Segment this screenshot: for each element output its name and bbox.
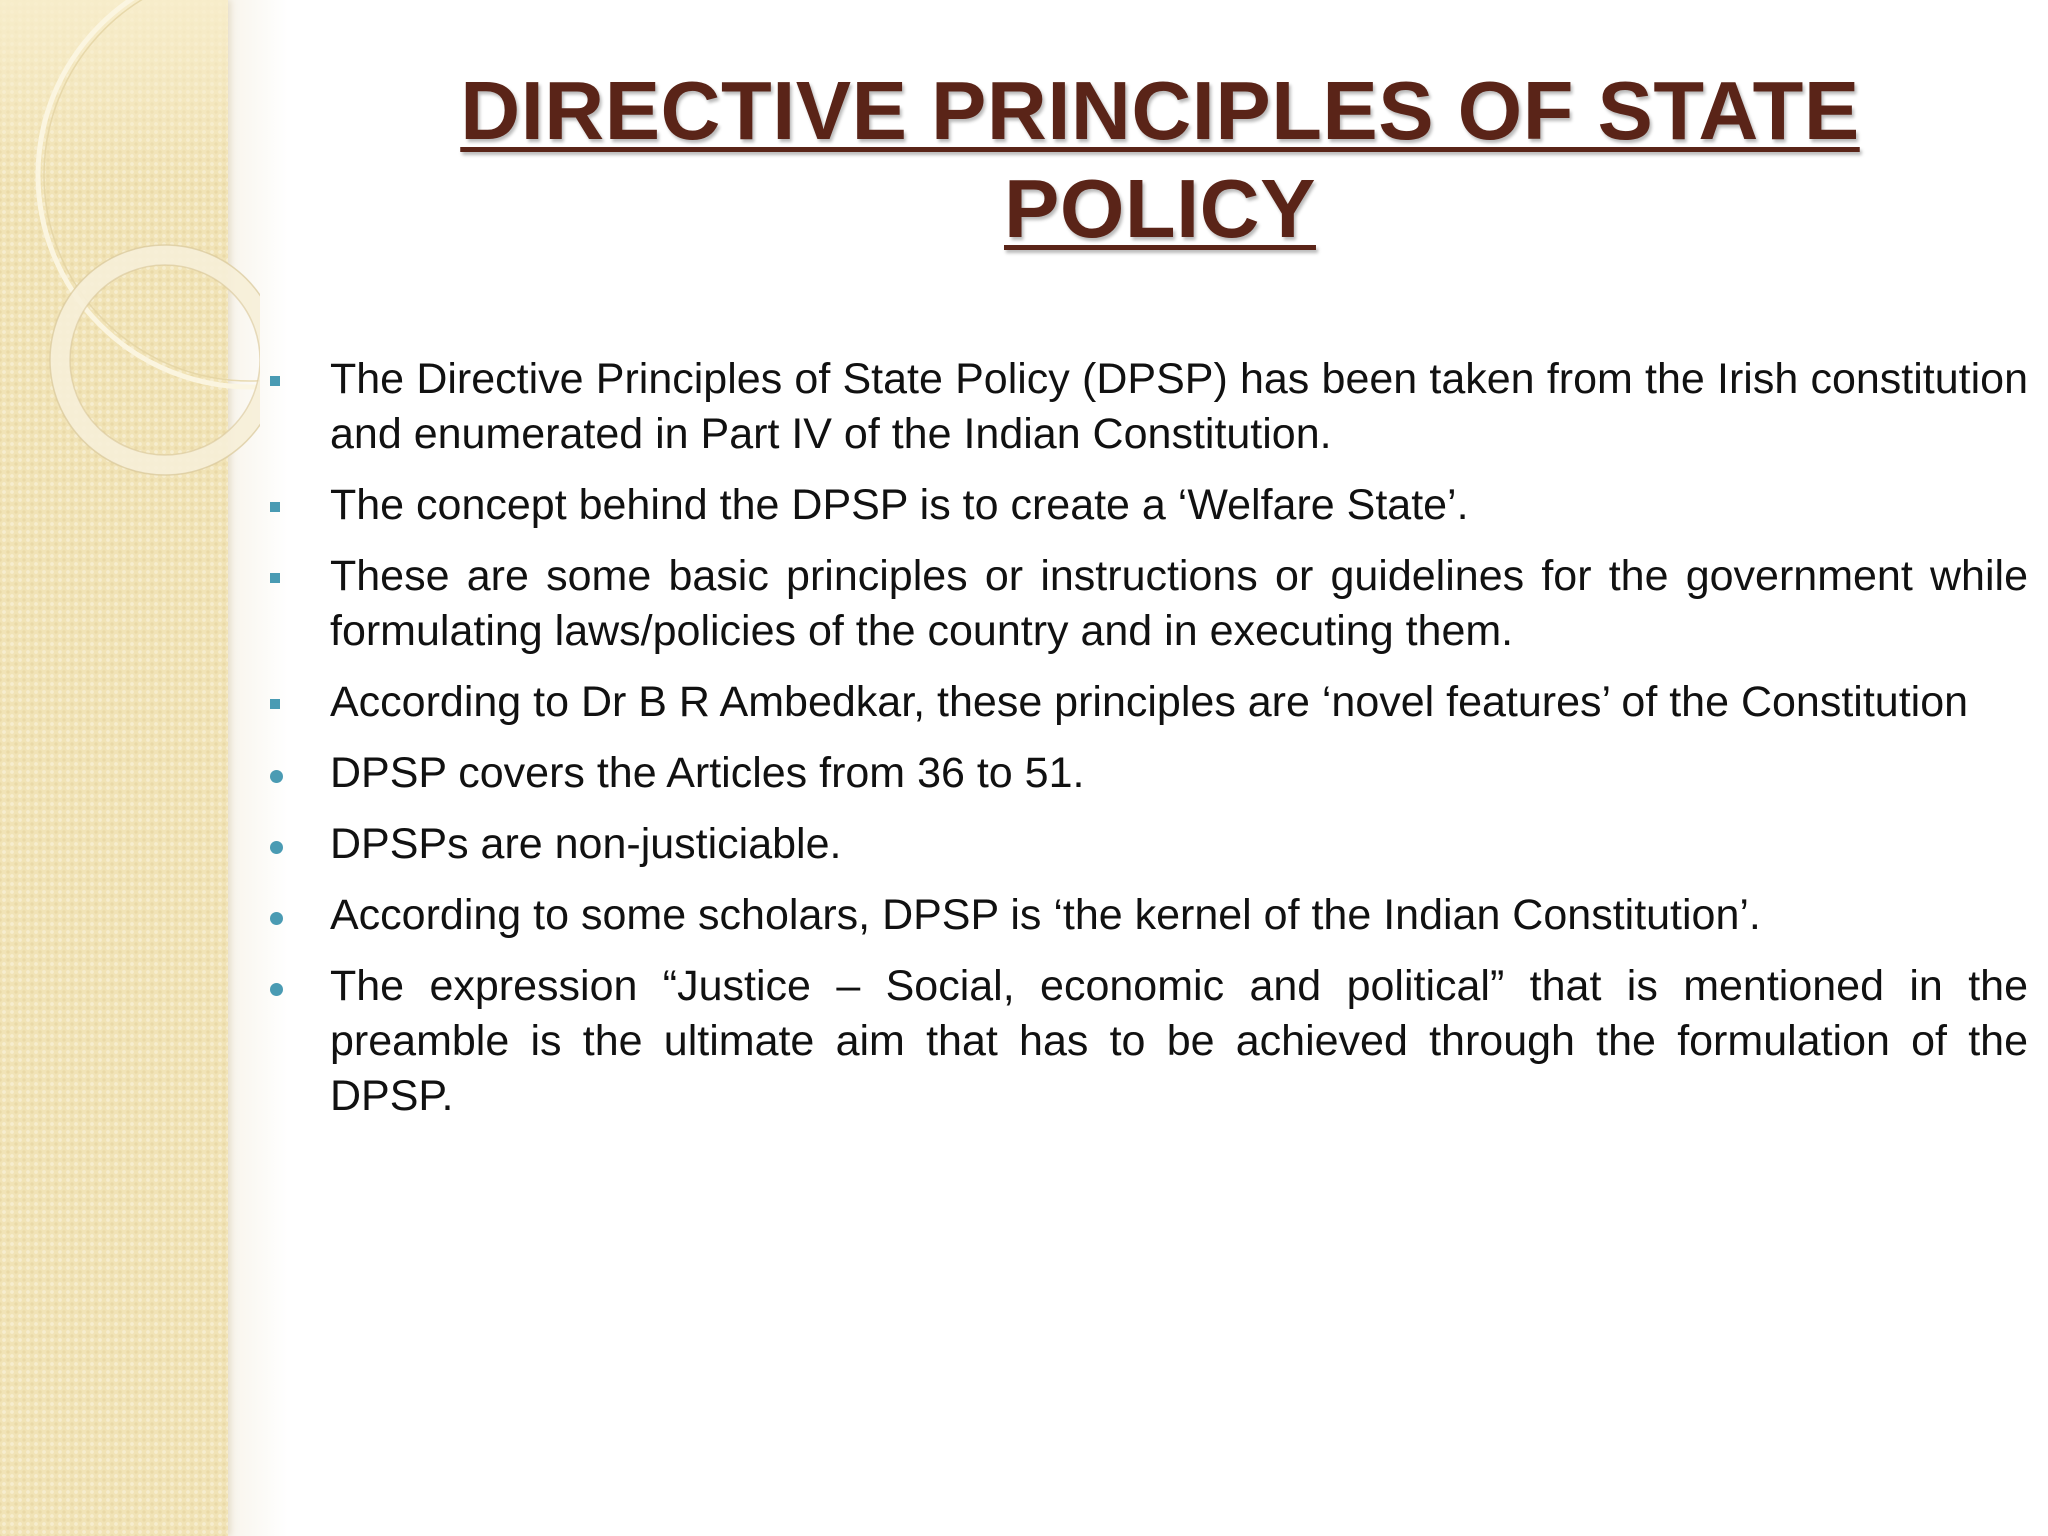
small-ring-inner-edge bbox=[70, 265, 260, 455]
bullet-marker-square bbox=[270, 376, 280, 386]
bullet-item bbox=[260, 888, 2028, 943]
bullet-text: These are some basic principles or instructions or guidelines for the government while formulating laws/policies of the country and in executing them. bbox=[330, 552, 2028, 655]
bullet-marker-square bbox=[270, 502, 280, 512]
bullet-marker-dot bbox=[270, 841, 283, 854]
bullet-text: The concept behind the DPSP is to create a ‘Welfare State’. bbox=[330, 481, 1469, 529]
bullet-text: The expression “Justice – Social, economic and political” that is mentioned in the preamble is the ultimate aim that has to be achieved through the formulation of the DPSP. bbox=[330, 962, 2028, 1120]
bullet-marker-square bbox=[270, 699, 280, 709]
bullet-item bbox=[260, 549, 2028, 659]
bullet-text: The Directive Principles of State Policy (DPSP) has been taken from the Irish constitution and enumerated in Part IV of the Indian Constitution. bbox=[330, 355, 2028, 458]
bullet-marker-dot bbox=[270, 983, 283, 996]
bullet-item bbox=[260, 817, 2028, 872]
bullet-item bbox=[260, 675, 2028, 730]
bullet-item bbox=[260, 352, 2028, 462]
bullet-text: According to Dr B R Ambedkar, these principles are ‘novel features’ of the Constitution bbox=[330, 678, 1969, 726]
bullet-text: DPSPs are non-justiciable. bbox=[330, 820, 842, 868]
bullet-item bbox=[260, 959, 2028, 1124]
bullet-marker-square bbox=[270, 573, 280, 583]
bullet-item bbox=[260, 478, 2028, 533]
bullet-list bbox=[260, 352, 2028, 1140]
bullet-item bbox=[260, 746, 2028, 801]
bullet-marker-dot bbox=[270, 912, 283, 925]
slide-title: DIRECTIVE PRINCIPLES OF STATE POLICY bbox=[460, 64, 1860, 255]
decorative-rings bbox=[0, 0, 260, 520]
bullet-marker-dot bbox=[270, 770, 283, 783]
bullet-text: DPSP covers the Articles from 36 to 51. bbox=[330, 749, 1085, 797]
bullet-text: According to some scholars, DPSP is ‘the kernel of the Indian Constitution’. bbox=[330, 891, 1761, 939]
